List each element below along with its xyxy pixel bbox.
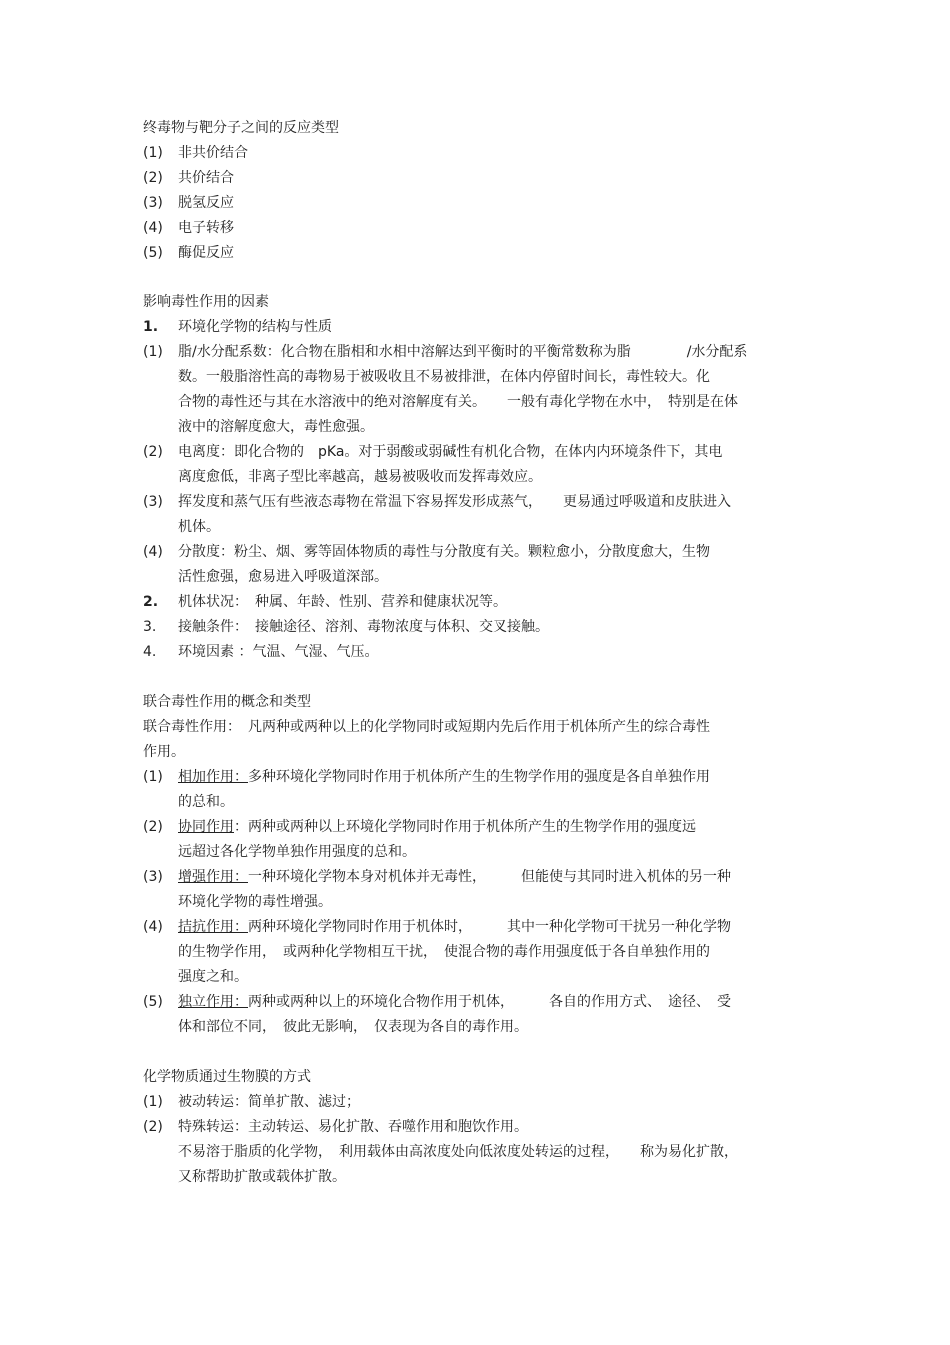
- term: 增强作用：: [178, 869, 248, 885]
- section-title: 终毒物与靶分子之间的反应类型: [143, 120, 339, 136]
- list-item: (1) 非共价结合: [143, 145, 248, 161]
- list-item: (1) 脂/水分配系数：化合物在脂相和水相中溶解达到平衡时的平衡常数称为脂 /水分配系 数。一般脂溶性高的毒物易于被吸收且不易被排泄，在体内停留时间长，毒性较大。化 合物的毒性还与其在水溶液中的绝对溶解度有关。 一般有毒化学物在水中， 特别是在体 液中的溶解度愈大，毒性愈强。: [143, 344, 748, 435]
- list-item: (2) 电离度：即化合物的 pKa。对于弱酸或弱碱性有机化合物，在体内内环境条件下，其电 离度愈低，非离子型比率越高，越易被吸收而发挥毒效应。: [143, 444, 723, 485]
- list-item: (4) 分散度：粉尘、烟、雾等固体物质的毒性与分散度有关。颗粒愈小，分散度愈大，生物 活性愈强，愈易进入呼吸道深部。: [143, 544, 710, 585]
- list-item: (1) 被动转运：简单扩散、滤过；: [143, 1094, 360, 1110]
- list-item: (2) 特殊转运：主动转运、易化扩散、吞噬作用和胞饮作用。 不易溶于脂质的化学物， 利用载体由高浓度处向低浓度处转运的过程， 称为易化扩散， 又称帮助扩散或载体扩散。: [143, 1119, 738, 1185]
- list-item: (2) 协同作用：两种或两种以上环境化学物同时作用于机体所产生的生物学作用的强度远 远超过各化学物单独作用强度的总和。: [143, 819, 696, 860]
- intro-line: 作用。: [143, 744, 185, 760]
- list-item: (4) 电子转移: [143, 220, 234, 236]
- list-item: (3) 脱氢反应: [143, 195, 234, 211]
- list-item: (4) 拮抗作用：两种环境化学物同时作用于机体时， 其中一种化学物可干扰另一种化学物 的生物学作用， 或两种化学物相互干扰， 使混合物的毒作用强度低于各自单独作用的 强度之和。: [143, 919, 731, 985]
- section-title: 化学物质通过生物膜的方式: [143, 1069, 311, 1085]
- list-item: (3) 挥发度和蒸气压有些液态毒物在常温下容易挥发形成蒸气， 更易通过呼吸道和皮肤进入 机体。: [143, 494, 731, 535]
- list-item: (2) 共价结合: [143, 170, 234, 186]
- list-item: (5) 独立作用：两种或两种以上的环境化合物作用于机体， 各自的作用方式、 途径、 受 体和部位不同， 彼此无影响， 仅表现为各自的毒作用。: [143, 994, 731, 1035]
- section-joint-toxicity: [143, 690, 813, 1040]
- list-item: (3) 增强作用：一种环境化学物本身对机体并无毒性， 但能使与其同时进入机体的另一种 环境化学物的毒性增强。: [143, 869, 731, 910]
- list-item: (5) 酶促反应: [143, 245, 234, 261]
- term: 协同作用: [178, 819, 234, 835]
- term: 拮抗作用：: [178, 919, 248, 935]
- section-reaction-types: [143, 116, 813, 266]
- list-item: 2. 机体状况： 种属、年龄、性别、营养和健康状况等。: [143, 594, 507, 610]
- intro-line: 联合毒性作用： 凡两种或两种以上的化学物同时或短期内先后作用于机体所产生的综合毒性: [143, 719, 710, 735]
- list-item: (1) 相加作用：多种环境化学物同时作用于机体所产生的生物学作用的强度是各自单独作用 的总和。: [143, 769, 710, 810]
- section-title: 影响毒性作用的因素: [143, 294, 269, 310]
- list-item: 3. 接触条件： 接触途径、溶剂、毒物浓度与体积、交叉接触。: [143, 619, 549, 635]
- section-toxicity-factors: [143, 290, 813, 665]
- list-item: 1. 环境化学物的结构与性质: [143, 319, 332, 335]
- section-membrane-transport: [143, 1065, 813, 1190]
- term: 相加作用：: [178, 769, 248, 785]
- section-title: 联合毒性作用的概念和类型: [143, 694, 311, 710]
- term: 独立作用：: [178, 994, 248, 1010]
- list-item: 4. 环境因素 ：气温、气湿、气压。: [143, 644, 379, 660]
